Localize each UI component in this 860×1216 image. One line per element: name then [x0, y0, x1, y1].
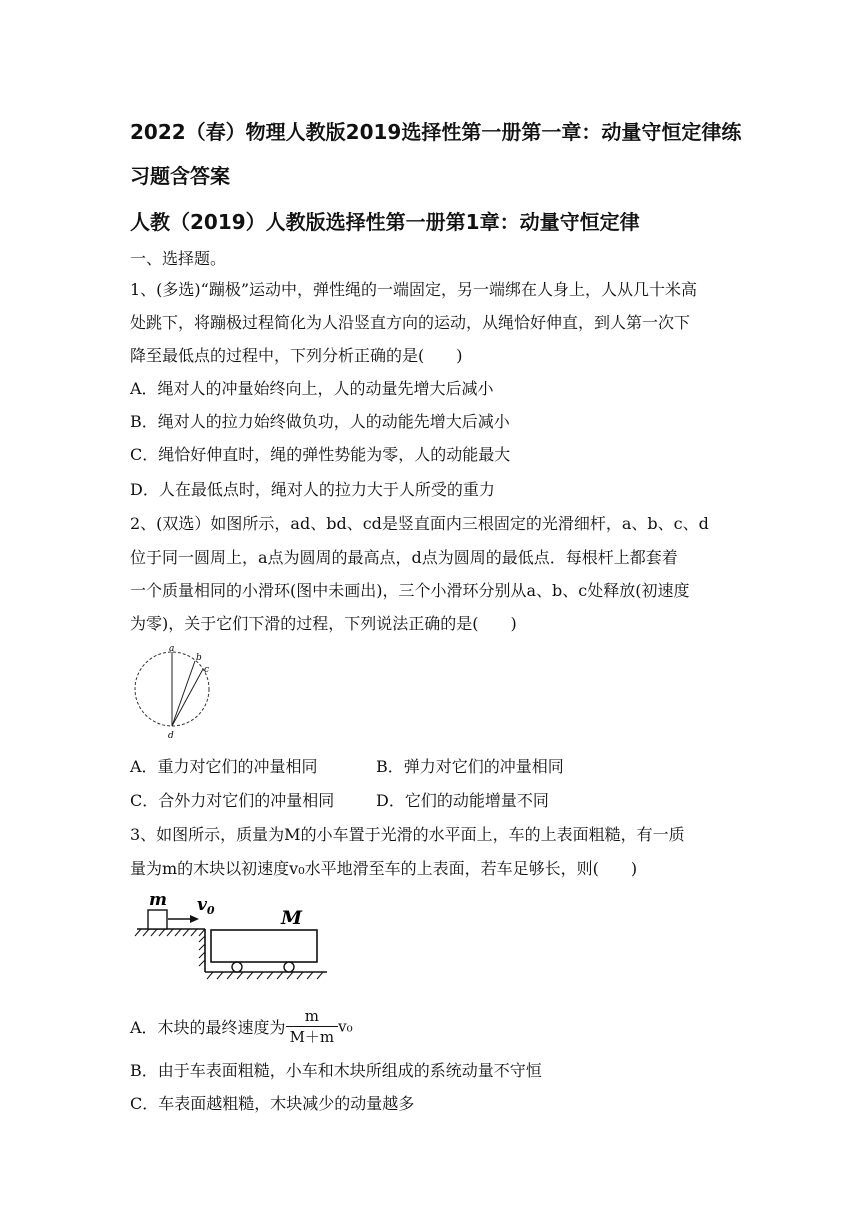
q2-stem-line: 2、(双选）如图所示，ad、bd、cd是竖直面内三根固定的光滑细杆，a、b、c、d: [130, 514, 709, 533]
q3-option-a: [130, 1006, 353, 1047]
label-v0: $v_0$: [197, 895, 215, 917]
q1-stem-line: 1、(多选)“蹦极”运动中，弹性绳的一端固定，另一端绑在人身上，人从几十米高: [130, 280, 698, 299]
q2-option-b: B．弹力对它们的冲量相同: [376, 757, 564, 776]
block-m: [148, 910, 167, 929]
q2-stem-line: 位于同一圆周上，a点为圆周的最高点，d点为圆周的最低点．每根杆上都套着: [130, 548, 678, 567]
wheel-left: [232, 962, 242, 972]
q1-stem-line: 降至最低点的过程中，下列分析正确的是( ): [130, 346, 463, 365]
cart-M: [211, 930, 317, 962]
section-heading: 一、选择题。: [130, 249, 227, 268]
q3-option-c: C．车表面越粗糙，木块减少的动量越多: [130, 1094, 415, 1113]
label-b: b: [196, 653, 202, 663]
q2-option-d: D．它们的动能增量不同: [376, 791, 549, 810]
doc-subtitle: 人教（2019）人教版选择性第一册第1章：动量守恒定律: [130, 210, 640, 234]
q1-option-c: C．绳恰好伸直时，绳的弹性势能为零，人的动能最大: [130, 445, 511, 464]
wheel-right: [284, 962, 294, 972]
label-a: a: [169, 644, 175, 654]
q2-option-c: C．合外力对它们的冲量相同: [130, 791, 335, 810]
q1-option-a: A．绳对人的冲量始终向上，人的动量先增大后减小: [130, 379, 494, 398]
q3-stem-line: 3、如图所示，质量为M的小车置于光滑的水平面上，车的上表面粗糙，有一质: [130, 825, 685, 844]
q3-option-a-prefix: A．木块的最终速度为: [130, 1018, 286, 1037]
rod-bd: [172, 661, 195, 726]
label-c: c: [204, 665, 210, 675]
doc-title-line1: 2022（春）物理人教版2019选择性第一册第一章：动量守恒定律练: [130, 120, 742, 144]
arrow-head: [190, 915, 199, 923]
q1-option-d: D．人在最低点时，绳对人的拉力大于人所受的重力: [130, 480, 495, 499]
rod-cd: [172, 669, 203, 726]
fraction: [286, 1006, 339, 1047]
fraction-numerator: m: [286, 1006, 339, 1027]
q1-stem-line: 处跳下，将蹦极过程简化为人沿竖直方向的运动，从绳恰好伸直，到人第一次下: [130, 313, 691, 332]
q2-option-a: A．重力对它们的冲量相同: [130, 757, 318, 776]
label-d: d: [168, 731, 174, 740]
doc-title-line2: 习题含答案: [130, 164, 230, 188]
q2-circle-figure: [128, 644, 218, 740]
q1-option-b: B．绳对人的拉力始终做负功，人的动能先增大后减小: [130, 412, 510, 431]
q3-cart-figure: [133, 886, 333, 982]
label-M: M: [281, 907, 303, 929]
q3-option-b: B．由于车表面粗糙，小车和木块所组成的系统动量不守恒: [130, 1061, 542, 1080]
q3-option-a-suffix: v₀: [338, 1017, 353, 1036]
q2-stem-line: 为零)，关于它们下滑的过程，下列说法正确的是( ): [130, 614, 517, 633]
label-m: m: [149, 890, 167, 910]
fraction-denominator: M＋m: [289, 1028, 335, 1046]
q2-stem-line: 一个质量相同的小滑环(图中未画出)，三个小滑环分别从a、b、c处释放(初速度: [130, 581, 690, 600]
q3-stem-line: 量为m的木块以初速度v₀水平地滑至车的上表面，若车足够长，则( ): [130, 859, 638, 878]
